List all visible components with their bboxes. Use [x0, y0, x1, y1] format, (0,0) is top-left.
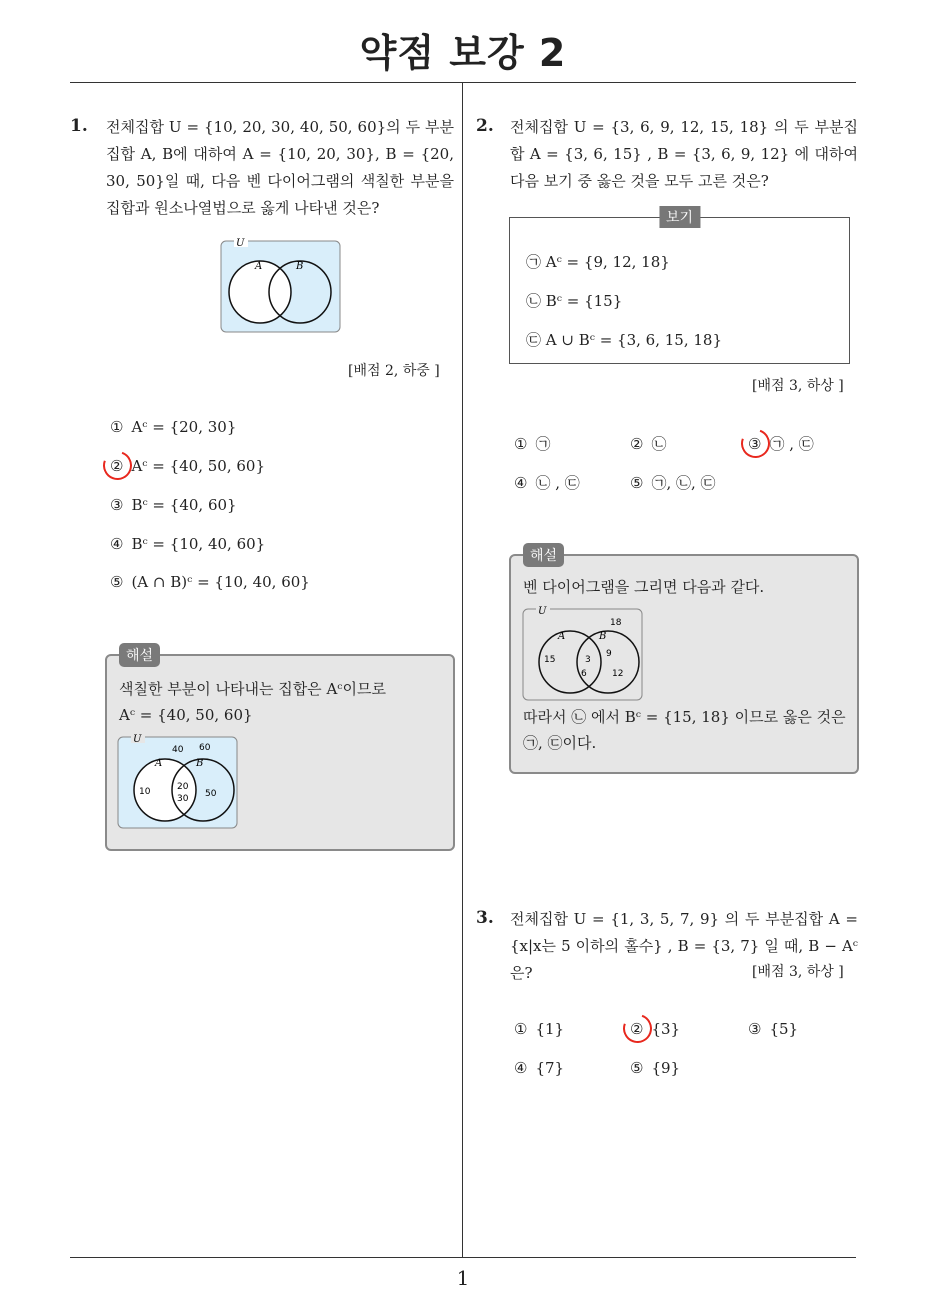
q1-choice-5[interactable] [110, 573, 310, 591]
svg-text:9: 9 [606, 649, 612, 659]
q3-choice-4[interactable]: ④ {7} [514, 1059, 565, 1077]
solution-tag: 해설 [119, 643, 160, 667]
svg-text:15: 15 [544, 655, 556, 665]
q1-choice-2[interactable] [110, 457, 265, 475]
q3-number: 3. [476, 908, 494, 928]
bogi-item: ㉠ Aᶜ = {9, 12, 18} [526, 253, 670, 271]
q1-text: 전체집합 U = {10, 20, 30, 40, 50, 60}의 두 부분집합 A, B에 대하여 A = {10, 20, 30}, B = {20, 30, 50}일 때, 다음 벤 다이어그램의 색칠한 부분을 집합과 원소나열법으로 옳게 나타낸 것은? [106, 118, 454, 217]
bogi-item: ㉡ Bᶜ = {15} [526, 292, 623, 310]
q3-score: [배점 3, 하상 ] [752, 964, 844, 980]
bottom-rule [70, 1257, 856, 1258]
q3-choice-2[interactable]: ② {3} [630, 1020, 681, 1038]
q1-number: 1. [70, 116, 88, 136]
svg-text:12: 12 [612, 669, 624, 679]
page-number: 1 [456, 1266, 470, 1290]
svg-text:60: 60 [199, 743, 211, 753]
solution-tag: 해설 [523, 543, 564, 567]
svg-text:U: U [538, 606, 547, 617]
q1-choice-1[interactable] [110, 418, 236, 436]
q2-text: 전체집합 U = {3, 6, 9, 12, 15, 18} 의 두 부분집합 A = {3, 6, 15} , B = {3, 6, 9, 12} 에 대하여 다음 보기 중 옳은 것을 모두 고른 것은? [510, 118, 858, 190]
column-divider [462, 83, 463, 1258]
solution-line: 따라서 ㉡ 에서 Bᶜ = {15, 18} 이므로 옳은 것은 [523, 708, 846, 726]
q1-venn-u: U [236, 238, 245, 249]
answer-circle-mark: ③ [748, 435, 762, 453]
answer-circle-mark: ② [630, 1020, 644, 1038]
q2-bogi-box [509, 210, 850, 364]
q1-solution-venn [117, 732, 239, 830]
bogi-item: ㉢ A ∪ Bᶜ = {3, 6, 15, 18} [526, 331, 722, 349]
q1-solution-box [105, 648, 455, 851]
svg-text:30: 30 [177, 794, 189, 804]
q3-choice-5[interactable]: ⑤ {9} [630, 1059, 681, 1077]
q2-choice-1[interactable]: ① ㉠ [514, 435, 551, 453]
solution-line: Aᶜ = {40, 50, 60} [119, 706, 253, 724]
svg-text:B: B [599, 631, 607, 642]
q2-choice-5[interactable]: ⑤ ㉠, ㉡, ㉢ [630, 474, 716, 492]
q3-text: 전체집합 U = {1, 3, 5, 7, 9} 의 두 부분집합 A = {x|x는 5 이하의 홀수} , B = {3, 7} 일 때, B − Aᶜ 은? [510, 910, 858, 982]
bogi-tag: 보기 [659, 206, 700, 228]
q2-solution-box [509, 548, 859, 774]
q2-solution-venn [522, 604, 644, 702]
q1-choice-3[interactable] [110, 496, 237, 514]
svg-text:A: A [558, 631, 566, 642]
svg-text:6: 6 [581, 669, 587, 679]
svg-text:A: A [155, 758, 163, 769]
choice-mark: ③ [110, 496, 124, 514]
svg-text:B: B [196, 758, 204, 769]
svg-text:3: 3 [585, 655, 591, 665]
q3-choice-3[interactable]: ③ {5} [748, 1020, 799, 1038]
svg-text:50: 50 [205, 789, 217, 799]
answer-circle-mark: ② [110, 457, 124, 475]
q1-choice-4[interactable] [110, 535, 265, 553]
q2-choice-2[interactable]: ② ㉡ [630, 435, 667, 453]
svg-text:40: 40 [172, 745, 184, 755]
svg-text:18: 18 [610, 618, 622, 628]
q2-choice-4[interactable]: ④ ㉡ , ㉢ [514, 474, 580, 492]
choice-text: Aᶜ = {40, 50, 60} [131, 457, 266, 475]
choice-mark: ④ [110, 535, 124, 553]
choice-text: Aᶜ = {20, 30} [131, 418, 237, 436]
solution-line: 색칠한 부분이 나타내는 집합은 Aᶜ이므로 [119, 680, 386, 698]
q2-number: 2. [476, 116, 494, 136]
q2-score: [배점 3, 하상 ] [752, 378, 844, 394]
solution-line: ㉠, ㉢이다. [523, 734, 597, 752]
choice-text: Bᶜ = {40, 60} [131, 496, 237, 514]
q2-choice-3[interactable]: ③ ㉠ , ㉢ [748, 435, 814, 453]
q1-venn-b: B [296, 261, 304, 272]
q1-venn-diagram [220, 236, 342, 334]
choice-text: (A ∩ B)ᶜ = {10, 40, 60} [131, 573, 310, 591]
svg-text:U: U [133, 734, 142, 745]
top-rule [70, 82, 856, 83]
q1-score: [배점 2, 하중 ] [348, 363, 440, 379]
solution-line: 벤 다이어그램을 그리면 다음과 같다. [523, 578, 765, 596]
choice-text: Bᶜ = {10, 40, 60} [131, 535, 266, 553]
svg-text:10: 10 [139, 787, 151, 797]
q3-choice-1[interactable]: ① {1} [514, 1020, 565, 1038]
choice-mark: ① [110, 418, 124, 436]
q1-venn-a: A [255, 261, 263, 272]
choice-mark: ⑤ [110, 573, 124, 591]
svg-text:20: 20 [177, 782, 189, 792]
page-title: 약점 보강 2 [359, 31, 567, 75]
